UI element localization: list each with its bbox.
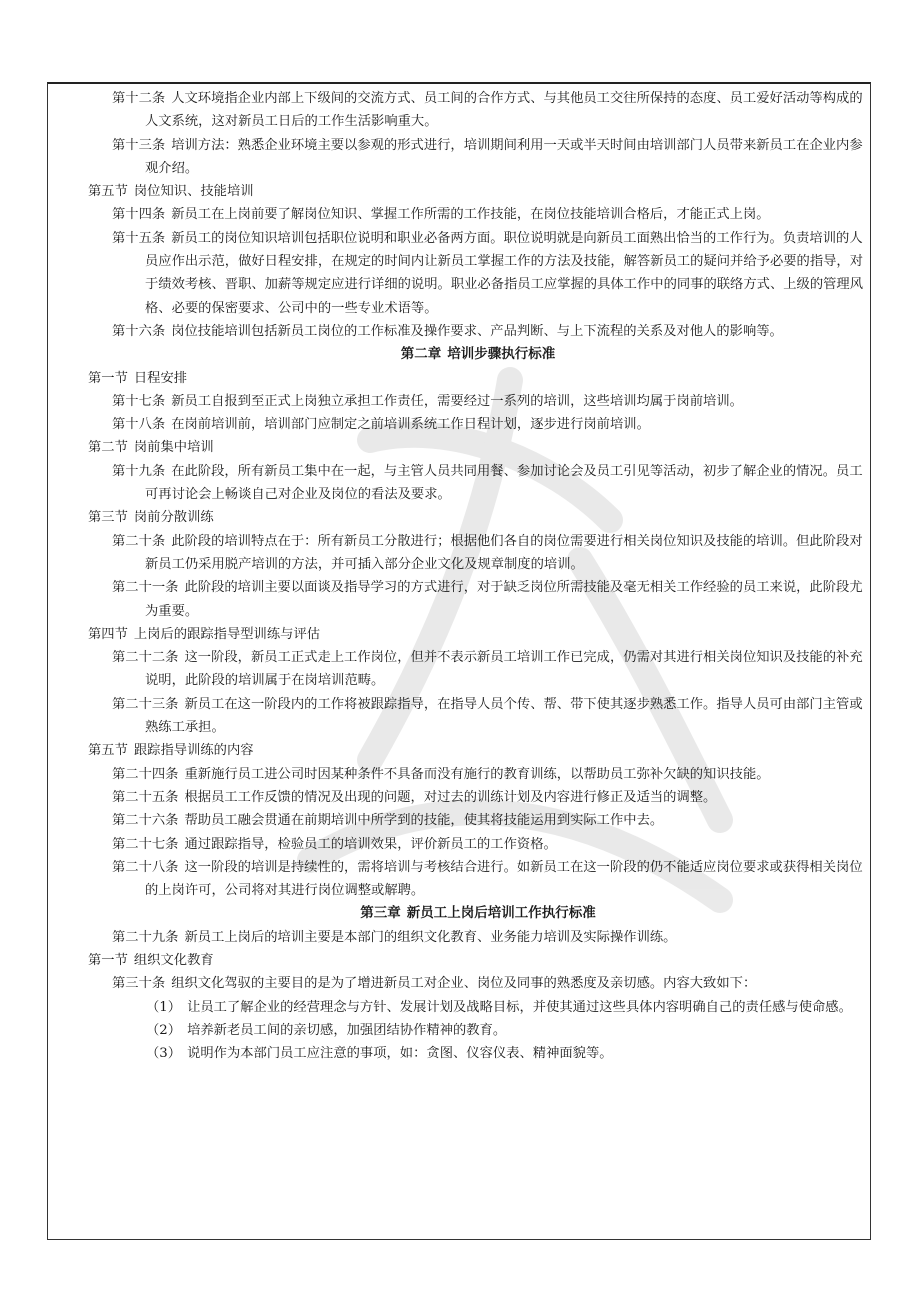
article-23: 第二十三条 新员工在这一阶段内的工作将被跟踪指导，在指导人员个传、帮、带下使其逐步熟悉工作。指导人员可由部门主管或熟练工承担。	[112, 696, 863, 736]
article-26: 第二十六条 帮助员工融会贯通在前期培训中所学到的技能，使其将技能运用到实际工作中去。	[112, 813, 664, 829]
section-heading: 第五节 岗位知识、技能培训	[88, 184, 254, 200]
article-30: 第三十条 组织文化驾驭的主要目的是为了增进新员工对企业、岗位及同事的熟悉度及亲切感。内容大致如下：	[112, 976, 757, 992]
article-21: 第二十一条 此阶段的培训主要以面谈及指导学习的方式进行，对于缺乏岗位所需技能及毫无相关工作经验的员工来说，此阶段尤为重要。	[112, 580, 863, 619]
list-item: （1） 让员工了解企业的经营理念与方针、发展计划及战略目标，并使其通过这些具体内容明确自己的责任感与使命感。	[146, 999, 852, 1015]
article-20: 第二十条 此阶段的培训特点在于：所有新员工分散进行；根据他们各自的岗位需要进行相关岗位知识及技能的培训。但此阶段对新员工仍采用脱产培训的方法，并可插入部分企业文化及规章制度的培训。	[112, 533, 863, 572]
list-item: （3） 说明作为本部门员工应注意的事项，如：贪图、仪容仪表、精神面貌等。	[146, 1046, 613, 1062]
article-29: 第二十九条 新员工上岗后的培训主要是本部门的组织文化教育、业务能力培训及实际操作训练。	[112, 929, 677, 945]
section-heading: 第一节 组织文化教育	[88, 952, 214, 968]
article-14: 第十四条 新员工在上岗前要了解岗位知识、掌握工作所需的工作技能，在岗位技能培训合格后，才能正式上岗。	[112, 207, 770, 223]
article-25: 第二十五条 根据员工工作反馈的情况及出现的问题，对过去的训练计划及内容进行修正及适当的调整。	[112, 789, 717, 805]
article-12: 第十二条 人文环境指企业内部上下级间的交流方式、员工间的合作方式、与其他员工交往所保持的态度、员工爱好活动等构成的人文系统，这对新员工日后的工作生活影响重大。	[112, 91, 863, 130]
article-17: 第十七条 新员工自报到至正式上岗独立承担工作责任，需要经过一系列的培训，这些培训均属于岗前培训。	[112, 393, 743, 409]
section-heading: 第一节 日程安排	[88, 370, 188, 386]
section-heading: 第三节 岗前分散训练	[88, 510, 214, 526]
article-15: 第十五条 新员工的岗位知识培训包括职位说明和职业必备两方面。职位说明就是向新员工面熟出恰当的工作行为。负责培训的人员应作出示范，做好日程安排，在规定的时间内让新员工掌握工作的方法及技能，解答新员工的疑问并给予必要的指导，对于绩效考核、晋职、加薪等规定应进行详细的说明。职业必备指员工应掌握的具体工作中的同事的联络方式、上级的管理风格、必要的保密要求、公司中的一些专业术语等。	[112, 230, 864, 316]
section-heading: 第五节 跟踪指导训练的内容	[88, 743, 254, 759]
chapter-heading: 第三章 新员工上岗后培训工作执行标准	[360, 905, 596, 922]
article-28: 第二十八条 这一阶段的培训是持续性的，需将培训与考核结合进行。如新员工在这一阶段的仍不能适应岗位要求或获得相关岗位的上岗许可，公司将对其进行岗位调整或解聘。	[112, 859, 863, 899]
list-item: （2） 培养新老员工间的亲切感，加强团结协作精神的教育。	[146, 1022, 507, 1038]
article-22: 第二十二条 这一阶段，新员工正式走上工作岗位，但并不表示新员工培训工作已完成，仍需对其进行相关岗位知识及技能的补充说明，此阶段的培训属于在岗培训范畴。	[112, 650, 863, 689]
document-body	[88, 87, 868, 1065]
section-heading: 第四节 上岗后的跟踪指导型训练与评估	[88, 626, 321, 642]
article-16: 第十六条 岗位技能培训包括新员工岗位的工作标准及操作要求、产品判断、与上下流程的关系及对他人的影响等。	[112, 323, 783, 339]
article-19: 第十九条 在此阶段，所有新员工集中在一起，与主管人员共同用餐、参加讨论会及员工引见等活动，初步了解企业的情况。员工可再讨论会上畅谈自己对企业及岗位的看法及要求。	[112, 463, 863, 503]
article-27: 第二十七条 通过跟踪指导，检验员工的培训效果，评价新员工的工作资格。	[112, 836, 557, 852]
article-13: 第十三条 培训方法：熟悉企业环境主要以参观的形式进行，培训期间利用一天或半天时间由培训部门人员带来新员工在企业内参观介绍。	[112, 137, 863, 176]
article-24: 第二十四条 重新施行员工进公司时因某种条件不具备而没有施行的教育训练，以帮助员工弥补欠缺的知识技能。	[112, 766, 770, 782]
chapter-heading: 第二章 培训步骤执行标准	[400, 346, 556, 363]
article-18: 第十八条 在岗前培训前，培训部门应制定之前培训系统工作日程计划，逐步进行岗前培训。	[112, 417, 650, 433]
section-heading: 第二节 岗前集中培训	[88, 440, 214, 456]
